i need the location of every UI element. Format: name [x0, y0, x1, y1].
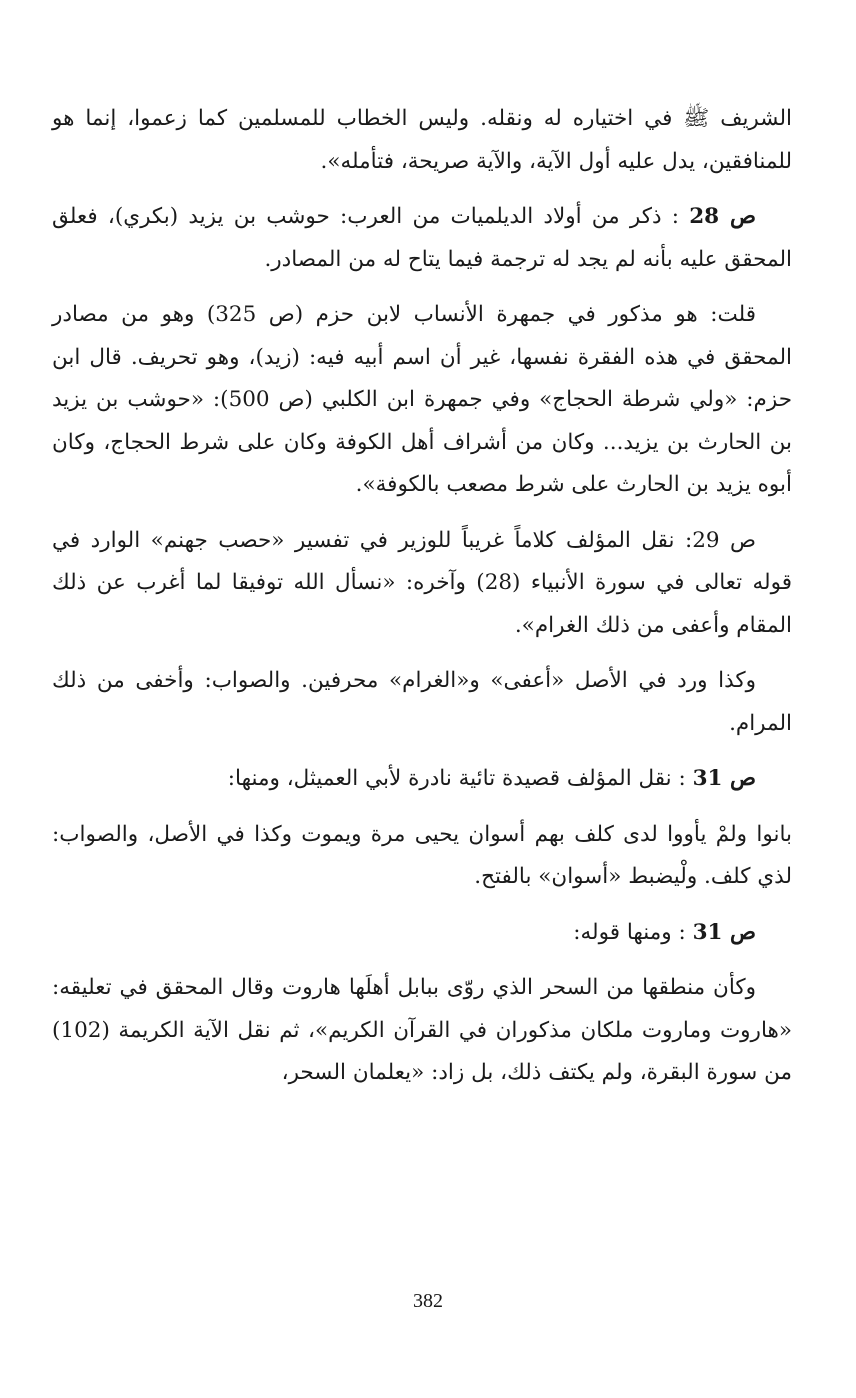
paragraph-text: : نقل المؤلف قصيدة تائية نادرة لأبي العميثل، ومنها: — [227, 766, 686, 791]
paragraph-text: وكذا ورد في الأصل «أعفى» و«الغرام» محرفين. والصواب: وأخفى من ذلك المرام. — [52, 668, 792, 736]
paragraph-1 — [52, 98, 792, 183]
paragraph-2 — [52, 196, 792, 281]
paragraph-text: قلت: هو مذكور في جمهرة الأنساب لابن حزم (ص 325) وهو من مصادر المحقق في هذه الفقرة نفسها، غير أن اسم أبيه فيه: (زيد)، وهو تحريف. قال ابن حزم: «ولي شرطة الحجاج» وفي جمهرة ابن الكلبي (ص 500): «حوشب بن يزيد بن الحارث بن يزيد... وكان من أشراف أهل الكوفة وكان على شرط الحجاج، وكان أبوه يزيد بن الحارث على شرط مصعب بالكوفة». — [52, 302, 792, 497]
page-body — [52, 98, 792, 1095]
paragraph-text: بانوا ولمْ يأووا لدى كلف بهم أسوان يحيى مرة ويموت وكذا في الأصل، والصواب: لذي كلف. ولْيضبط «أسوان» بالفتح. — [52, 821, 792, 889]
page-reference: ص 31 — [692, 919, 756, 945]
page-reference: ص 28 — [689, 204, 756, 229]
paragraph-text: : ذكر من أولاد الديلميات من العرب: حوشب بن يزيد (بكري)، فعلق المحقق عليه بأنه لم يجد له ترجمة فيما يتاح له من المصادر. — [52, 204, 792, 272]
paragraph-8 — [52, 912, 792, 955]
page-number: 382 — [413, 1290, 443, 1312]
paragraph-9 — [52, 967, 792, 1095]
page-reference: ص 31 — [692, 766, 756, 791]
paragraph-text: وكأن منطقها من السحر الذي روّى ببابل أهلَها هاروت وقال المحقق في تعليقه: «هاروت وماروت ملكان مذكوران في القرآن الكريم»، ثم نقل الآية الكريمة (102) من سورة البقرة، ولم يكتف ذلك، بل زاد: «يعلمان السحر، — [52, 975, 792, 1085]
paragraph-text: : ومنها قوله: — [573, 919, 686, 945]
paragraph-3 — [52, 294, 792, 507]
paragraph-6 — [52, 758, 792, 801]
paragraph-7 — [52, 814, 792, 899]
paragraph-4 — [52, 520, 792, 648]
paragraph-5 — [52, 660, 792, 745]
paragraph-text: ص 29: نقل المؤلف كلاماً غريباً للوزير في تفسير «حصب جهنم» الوارد في قوله تعالى في سورة الأنبياء (28) وآخره: «نسأل الله توفيقا لما أغرب عن ذلك المقام وأعفى من ذلك الغرام». — [52, 527, 792, 638]
paragraph-text: الشريف ﷺ في اختياره له ونقله. وليس الخطاب للمسلمين كما زعموا، إنما هو للمنافقين، يدل عليه أول الآية، والآية صريحة، فتأمله». — [52, 106, 792, 174]
